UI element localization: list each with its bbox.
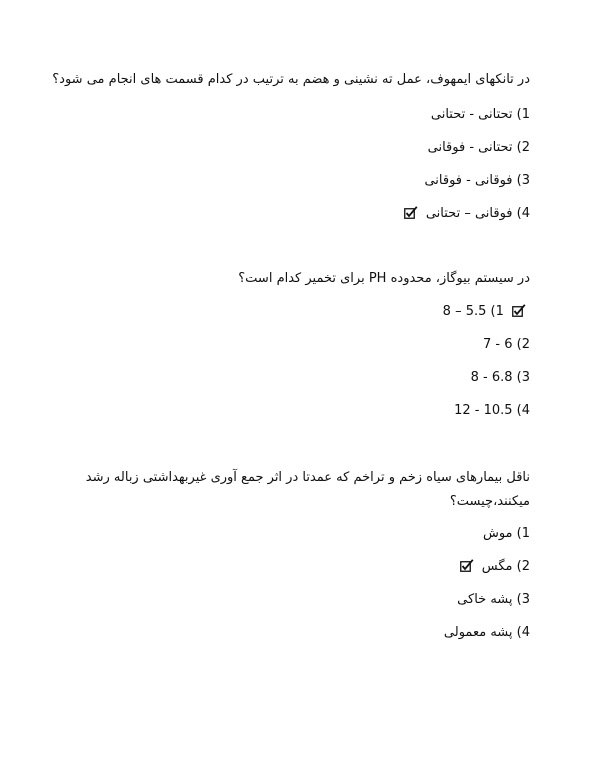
question-3-option-4: [444, 624, 530, 642]
question-3-text: ناقل بیمارهای سیاه زخم و تراخم که عمدتا در اثر جمع آوری غیربهداشتی زباله رشد میکنند،چیست؟: [85, 470, 530, 509]
option-label: 2) مگس: [481, 559, 530, 574]
option-label: 8 – 5.5 (1: [442, 304, 504, 319]
checkmark-icon: [404, 206, 418, 219]
option-label: 1) موش: [482, 526, 530, 541]
option-label: 2) تحتانی - فوقانی: [427, 140, 530, 155]
question-3-option-1: [483, 525, 530, 543]
checkmark-icon: [460, 559, 474, 572]
question-3-option-3: [457, 591, 530, 609]
question-2-text: در سیستم بیوگاز، محدوده PH برای تخمیر کدام است؟: [238, 271, 530, 286]
option-label: 12 - 10.5 (4: [454, 403, 530, 418]
question-1-option-4: [400, 205, 530, 223]
question-2-option-4: [454, 402, 530, 420]
option-label: 7 - 6 (2: [483, 337, 530, 352]
option-label: 3) پشه خاکی: [457, 592, 530, 607]
option-label: 1) تحتانی - تحتانی: [430, 107, 530, 122]
question-1-option-2: [428, 139, 530, 157]
checkmark-icon: [512, 304, 526, 317]
question-1-option-1: [431, 106, 530, 124]
question-2-option-3: [471, 369, 530, 387]
question-1-option-3: [424, 172, 530, 190]
question-3-option-2: [456, 558, 530, 576]
question-2-option-2: [483, 336, 530, 354]
option-label: 4) پشه معمولی: [443, 625, 530, 640]
option-label: 8 - 6.8 (3: [470, 370, 530, 385]
option-label: 3) فوقانی - فوقانی: [424, 173, 530, 188]
option-label: 4) فوقانی – تحتانی: [425, 206, 530, 221]
question-2-option-1: [443, 303, 530, 321]
question-1-text: در تانکهای ایمهوف، عمل ته نشینی و هضم به ترتیب در کدام قسمت های انجام می شود؟: [52, 72, 530, 87]
